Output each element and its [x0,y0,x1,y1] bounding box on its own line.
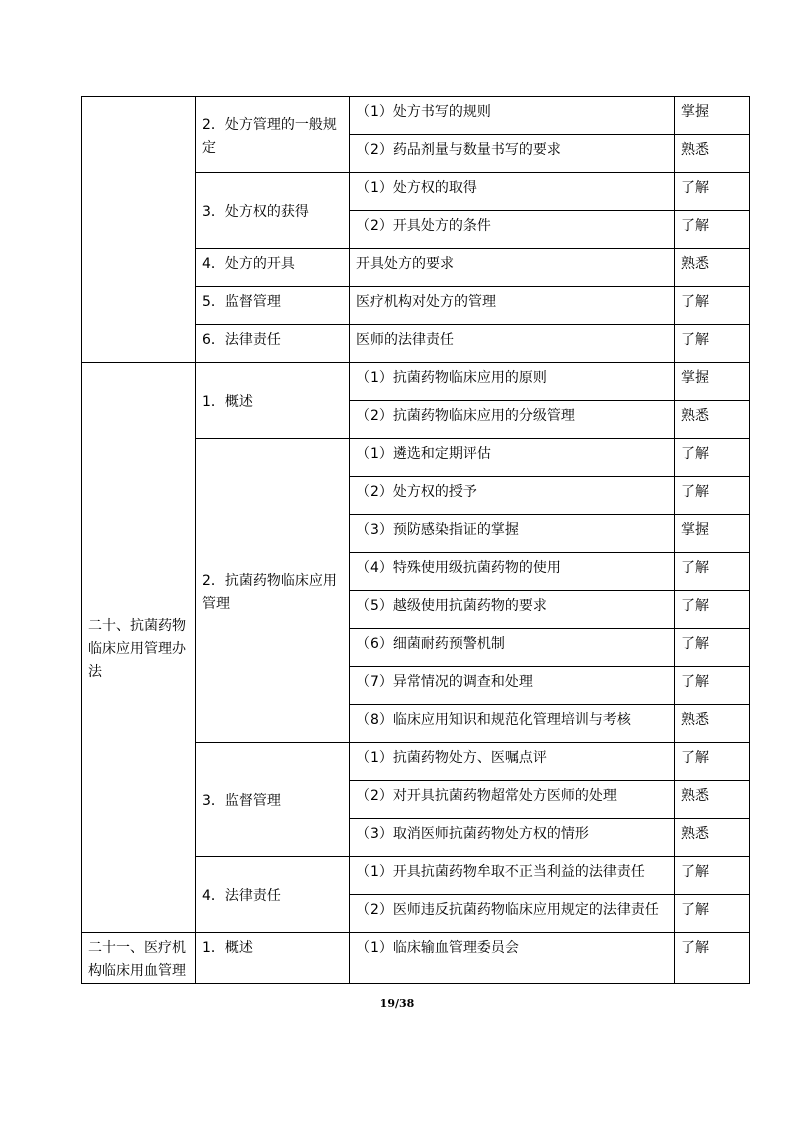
point-cell: 医疗机构对处方的管理 [350,287,675,325]
level-cell: 掌握 [675,97,750,135]
level-cell: 了解 [675,743,750,781]
point-cell: （2）抗菌药物临床应用的分级管理 [350,401,675,439]
topic-cell: 2．抗菌药物临床应用管理 [196,439,350,743]
level-cell: 了解 [675,173,750,211]
level-cell: 熟悉 [675,249,750,287]
topic-cell: 1．概述 [196,363,350,439]
topic-cell: 3．处方权的获得 [196,173,350,249]
point-cell: （1）抗菌药物处方、医嘱点评 [350,743,675,781]
level-cell: 了解 [675,325,750,363]
level-cell: 了解 [675,667,750,705]
topic-cell: 5．监督管理 [196,287,350,325]
level-cell: 了解 [675,211,750,249]
level-cell: 了解 [675,629,750,667]
level-cell: 了解 [675,933,750,984]
level-cell: 了解 [675,477,750,515]
point-cell: （2）开具处方的条件 [350,211,675,249]
point-cell: （2）处方权的授予 [350,477,675,515]
table-row [82,933,750,984]
point-cell: 医师的法律责任 [350,325,675,363]
unit-cell [82,97,196,363]
unit-cell: 二十一、医疗机构临床用血管理 [82,933,196,984]
topic-cell: 4．处方的开具 [196,249,350,287]
topic-cell: 3．监督管理 [196,743,350,857]
level-cell: 熟悉 [675,781,750,819]
level-cell: 了解 [675,895,750,933]
syllabus-table [81,96,750,984]
point-cell: （3）取消医师抗菌药物处方权的情形 [350,819,675,857]
unit-cell: 二十、抗菌药物临床应用管理办法 [82,363,196,933]
level-cell: 了解 [675,439,750,477]
point-cell: （2）药品剂量与数量书写的要求 [350,135,675,173]
point-cell: （2）对开具抗菌药物超常处方医师的处理 [350,781,675,819]
level-cell: 了解 [675,857,750,895]
point-cell: （7）异常情况的调查和处理 [350,667,675,705]
point-cell: （4）特殊使用级抗菌药物的使用 [350,553,675,591]
point-cell: （8）临床应用知识和规范化管理培训与考核 [350,705,675,743]
point-cell: （3）预防感染指证的掌握 [350,515,675,553]
topic-cell: 6．法律责任 [196,325,350,363]
level-cell: 熟悉 [675,135,750,173]
level-cell: 了解 [675,591,750,629]
point-cell: （6）细菌耐药预警机制 [350,629,675,667]
point-cell: （1）处方书写的规则 [350,97,675,135]
level-cell: 了解 [675,553,750,591]
table-row [82,363,750,401]
level-cell: 掌握 [675,363,750,401]
point-cell: （1）遴选和定期评估 [350,439,675,477]
topic-cell: 2．处方管理的一般规定 [196,97,350,173]
point-cell: （1）临床输血管理委员会 [350,933,675,984]
syllabus-table-body [82,97,750,984]
table-row [82,97,750,135]
point-cell: （1）开具抗菌药物牟取不正当利益的法律责任 [350,857,675,895]
point-cell: （1）处方权的取得 [350,173,675,211]
point-cell: （1）抗菌药物临床应用的原则 [350,363,675,401]
point-cell: 开具处方的要求 [350,249,675,287]
point-cell: （5）越级使用抗菌药物的要求 [350,591,675,629]
level-cell: 掌握 [675,515,750,553]
topic-cell: 4．法律责任 [196,857,350,933]
level-cell: 熟悉 [675,819,750,857]
level-cell: 熟悉 [675,401,750,439]
level-cell: 熟悉 [675,705,750,743]
level-cell: 了解 [675,287,750,325]
point-cell: （2）医师违反抗菌药物临床应用规定的法律责任 [350,895,675,933]
page-number: 19/38 [379,997,415,1010]
topic-cell: 1．概述 [196,933,350,984]
